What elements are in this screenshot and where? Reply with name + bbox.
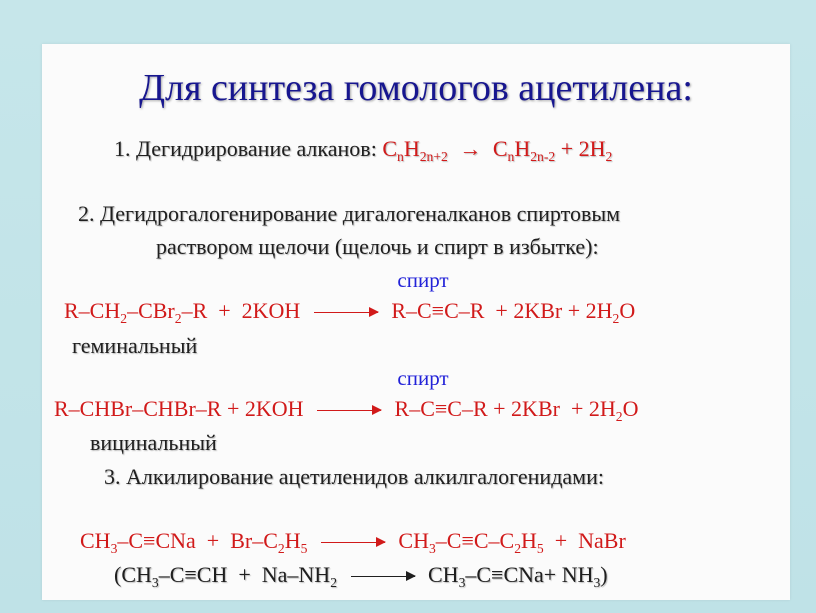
item1-formula: $C_nH_{2n+2} \to C_nH_{2n-2} + 2H_2$ [382,136,613,164]
label-vicinal: вицинальный [90,430,217,455]
equation-vicinal: R–CHBr–CHBr–R + 2KOH $R-C\equiv C-R + 2KBr + 2H_2O$ [54,396,639,424]
reaction-arrow-icon [321,542,385,543]
equation-alkylation: $CH_3-C\equiv CNa + Br-C_2H_5$ $CH_3-C\equiv C-C_2H_5$ + NaBr [80,528,626,556]
slide [42,44,790,600]
item2-line1: 2. Дегидрогалогенирование дигалогеналканов спиртовым [78,201,621,226]
reaction-arrow-icon [314,312,378,313]
condition-label-1: спирт [397,268,449,292]
equation-geminal: $R-CH_2-CBr_2-R + 2KOH$ $R-C\equiv C-R + 2KBr + 2H_2O$ [64,298,636,326]
item3-line: 3. Алкилирование ацетиленидов алкилгалогенидами: [104,464,604,489]
item1-label: 1. Дегидрирование алканов: [114,136,377,161]
condition-label-2: спирт [397,366,449,390]
item1-line [114,136,816,162]
label-geminal: геминальный [72,333,198,358]
reaction-arrow-icon [351,576,415,577]
equation-acetylide: ($CH_3-C\equiv CH + Na-NH_2$ $CH_3-C\equiv CNa+ NH_3$) [114,562,608,590]
reaction-arrow-icon: → [459,136,482,161]
item2-line2: раствором щелочи (щелочь и спирт в избытке): [156,234,599,259]
reaction-arrow-icon [317,410,381,411]
slide-title: Для синтеза гомологов ацетилена: [139,67,693,109]
